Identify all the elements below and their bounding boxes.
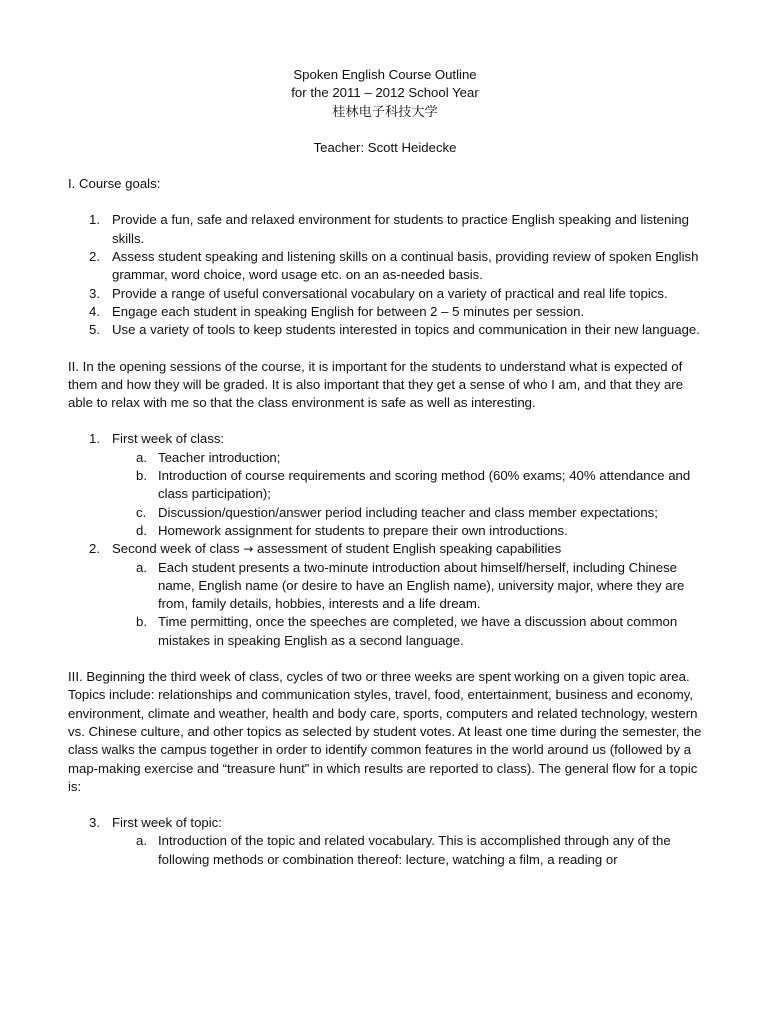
goal-item: 3. Provide a range of useful conversational vocabulary on a variety of practical and real life topics.: [89, 285, 668, 301]
school-year: for the 2011 – 2012 School Year: [291, 85, 479, 101]
section-3-paragraph: III. Beginning the third week of class, cycles of two or three weeks are spent working on a given topic area. Topics include: relationships and communication styles, travel, food, entertainment, business and economy, environment, climate and weather, health and body care, sports, computers and related technology, western vs. Chinese culture, and other topics as selected by student votes. At least one time during the semester, the class walks the campus together in order to identify common features in the world around us (followed by a map-making exercise and “treasure hunt” in which results are reported to class). The general flow for a topic is:: [68, 669, 702, 794]
week-1-subitem: a. Teacher introduction;: [136, 449, 281, 465]
week-2-item: 2. Second week of class → assessment of student English speaking capabilities: [89, 541, 562, 557]
course-goals-list: [68, 211, 702, 339]
topic-week-item: 3. First week of topic:: [89, 815, 222, 831]
section-2-list: [68, 430, 702, 650]
university-name: 桂林电子科技大学: [332, 103, 438, 119]
goal-item: 5. Use a variety of tools to keep students interested in topics and communication in their new language.: [89, 322, 700, 338]
goal-item: 1. Provide a fun, safe and relaxed environment for students to practice English speaking and listening skills.: [89, 212, 689, 246]
week-1-item: 1. First week of class:: [89, 431, 225, 447]
topic-week-subitem: a. Introduction of the topic and related vocabulary. This is accomplished through any of the following methods or combination thereof: lecture, watching a film, a reading or: [136, 833, 671, 867]
teacher-line: Teacher: Scott Heidecke: [313, 139, 457, 155]
week-2-subitem: b. Time permitting, once the speeches are completed, we have a discussion about common mistakes in speaking English as a second language.: [136, 614, 678, 648]
section-1-heading: I. Course goals:: [68, 176, 161, 192]
title-block: [68, 66, 702, 121]
week-1-subitem: d. Homework assignment for students to prepare their own introductions.: [136, 522, 568, 538]
right-arrow-icon: →: [243, 542, 254, 557]
section-2-paragraph: II. In the opening sessions of the course, it is important for the students to understand what is expected of them and how they will be graded. It is also important that they get a sense of who I am, and that they are able to relax with me so that the class environment is safe as well as interesting.: [68, 358, 684, 411]
week-1-subitem: c. Discussion/question/answer period including teacher and class member expectations;: [136, 504, 658, 520]
week-2-subitem: a. Each student presents a two-minute introduction about himself/herself, including Chinese name, English name (or desire to have an English name), university major, where they are from, family details, hobbies, interests and a life dream.: [136, 559, 685, 612]
course-title: Spoken English Course Outline: [293, 67, 477, 82]
section-3-list: [68, 814, 702, 869]
week-1-subitem: b. Introduction of course requirements and scoring method (60% exams; 40% attendance and class participation);: [136, 468, 691, 502]
goal-item: 2. Assess student speaking and listening skills on a continual basis, providing review of spoken English grammar, word choice, word usage etc. on an as-needed basis.: [89, 249, 699, 283]
goal-item: 4. Engage each student in speaking English for between 2 – 5 minutes per session.: [89, 303, 585, 319]
